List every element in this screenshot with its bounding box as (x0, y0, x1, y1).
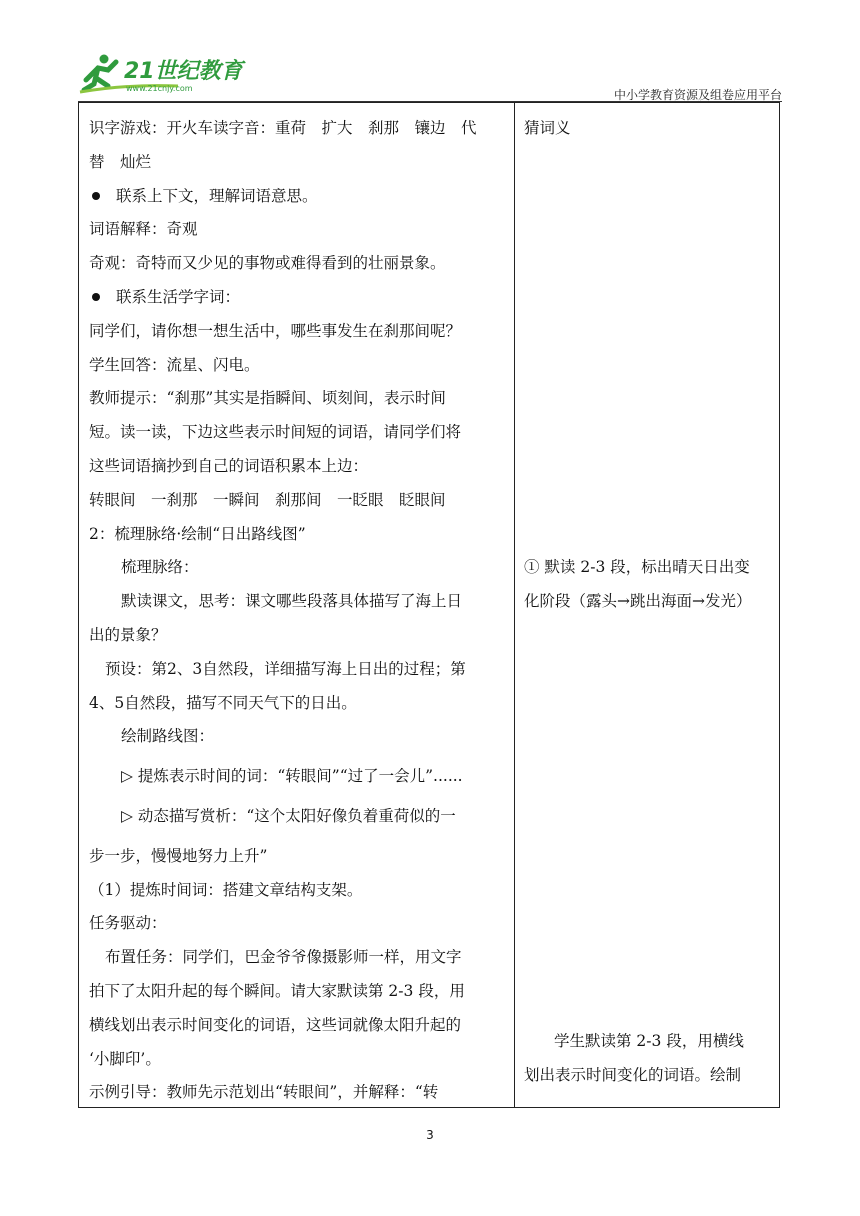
svg-text:21世纪教育: 21世纪教育 (124, 59, 243, 84)
bullet-line: 联系上下文，理解词语意思。 (89, 180, 509, 214)
text-line: 短。读一读，下边这些表示时间短的词语，请同学们将 (89, 423, 462, 442)
text-line: 这些词语摘抄到自己的词语积累本上边： (89, 456, 369, 475)
text-line: 步一步，慢慢地努力上升” (89, 846, 268, 865)
teacher-activity-column (89, 112, 509, 1110)
text-line: 4、5自然段，描写不同天气下的日出。 (89, 693, 357, 712)
text-line: 出的景象？ (89, 625, 167, 644)
student-activity-2: ① 默读 2-3 段，标出晴天日出变 化阶段（露头→跳出海面→发光） (524, 558, 752, 610)
text-line: ▷ 动态描写赏析：“这个太阳好像负着重荷似的一 (121, 806, 456, 825)
text-line: 词语解释：奇观 (89, 220, 198, 239)
text-line: 教师提示：“刹那”其实是指瞬间、顷刻间，表示时间 (89, 389, 446, 408)
student-activity-column (524, 112, 774, 1102)
text-line: 奇观：奇特而又少见的事物或难得看到的壮丽景象。 (89, 254, 446, 273)
text-line: 同学们，请你想一想生活中，哪些事发生在刹那间呢？ (89, 321, 462, 340)
text-line: 学生回答：流星、闪电。 (89, 355, 260, 374)
column-divider (514, 103, 515, 1107)
page-header (78, 50, 782, 102)
svg-text:www.21cnjy.com: www.21cnjy.com (126, 84, 193, 93)
text-line: 任务驱动： (89, 914, 167, 933)
lesson-table (78, 102, 780, 1108)
page-number: 3 (426, 1128, 434, 1142)
text-line: ▷ 提炼表示时间的词：“转眼间”“过了一会儿”...... (121, 767, 463, 786)
text-line: 替 灿烂 (89, 152, 152, 171)
text-line: 横线划出表示时间变化的词语，这些词就像太阳升起的 (89, 1015, 462, 1034)
bullet-icon (92, 192, 100, 200)
text-line: 默读课文，思考：课文哪些段落具体描写了海上日 (121, 592, 463, 611)
text-line: 转眼间 一刹那 一瞬间 刹那间 一眨眼 眨眼间 (89, 490, 446, 509)
text-line: 梳理脉络： (121, 558, 199, 577)
student-activity-1: 猜词义 (524, 119, 571, 137)
bullet-line: 联系生活学字词： (89, 281, 509, 315)
text-line: 拍下了太阳升起的每个瞬间。请大家默读第 2-3 段，用 (89, 981, 465, 1000)
text-line: 绘制路线图： (121, 727, 215, 746)
text-line: 识字游戏：开火车读字音：重荷 扩大 刹那 镶边 代 (89, 119, 477, 137)
text-line: （1）提炼时间词：搭建文章结构支架。 (89, 880, 363, 899)
text-line: 预设：第2、3自然段，详细描写海上日出的过程；第 (105, 659, 466, 678)
section-heading: 2：梳理脉络·绘制“日出路线图” (89, 524, 306, 543)
bullet-icon (92, 293, 100, 301)
logo-21cnjy (78, 50, 268, 96)
platform-name: 中小学教育资源及组卷应用平台 (613, 88, 782, 102)
text-line: 示例引导：教师先示范划出“转眼间”，并解释：“转 (89, 1083, 439, 1102)
text-line: 布置任务：同学们，巴金爷爷像摄影师一样，用文字 (105, 948, 462, 967)
text-line: ‘小脚印’。 (89, 1049, 161, 1068)
student-activity-3: 学生默读第 2-3 段，用横线 划出表示时间变化的词语。绘制 (524, 1032, 744, 1084)
